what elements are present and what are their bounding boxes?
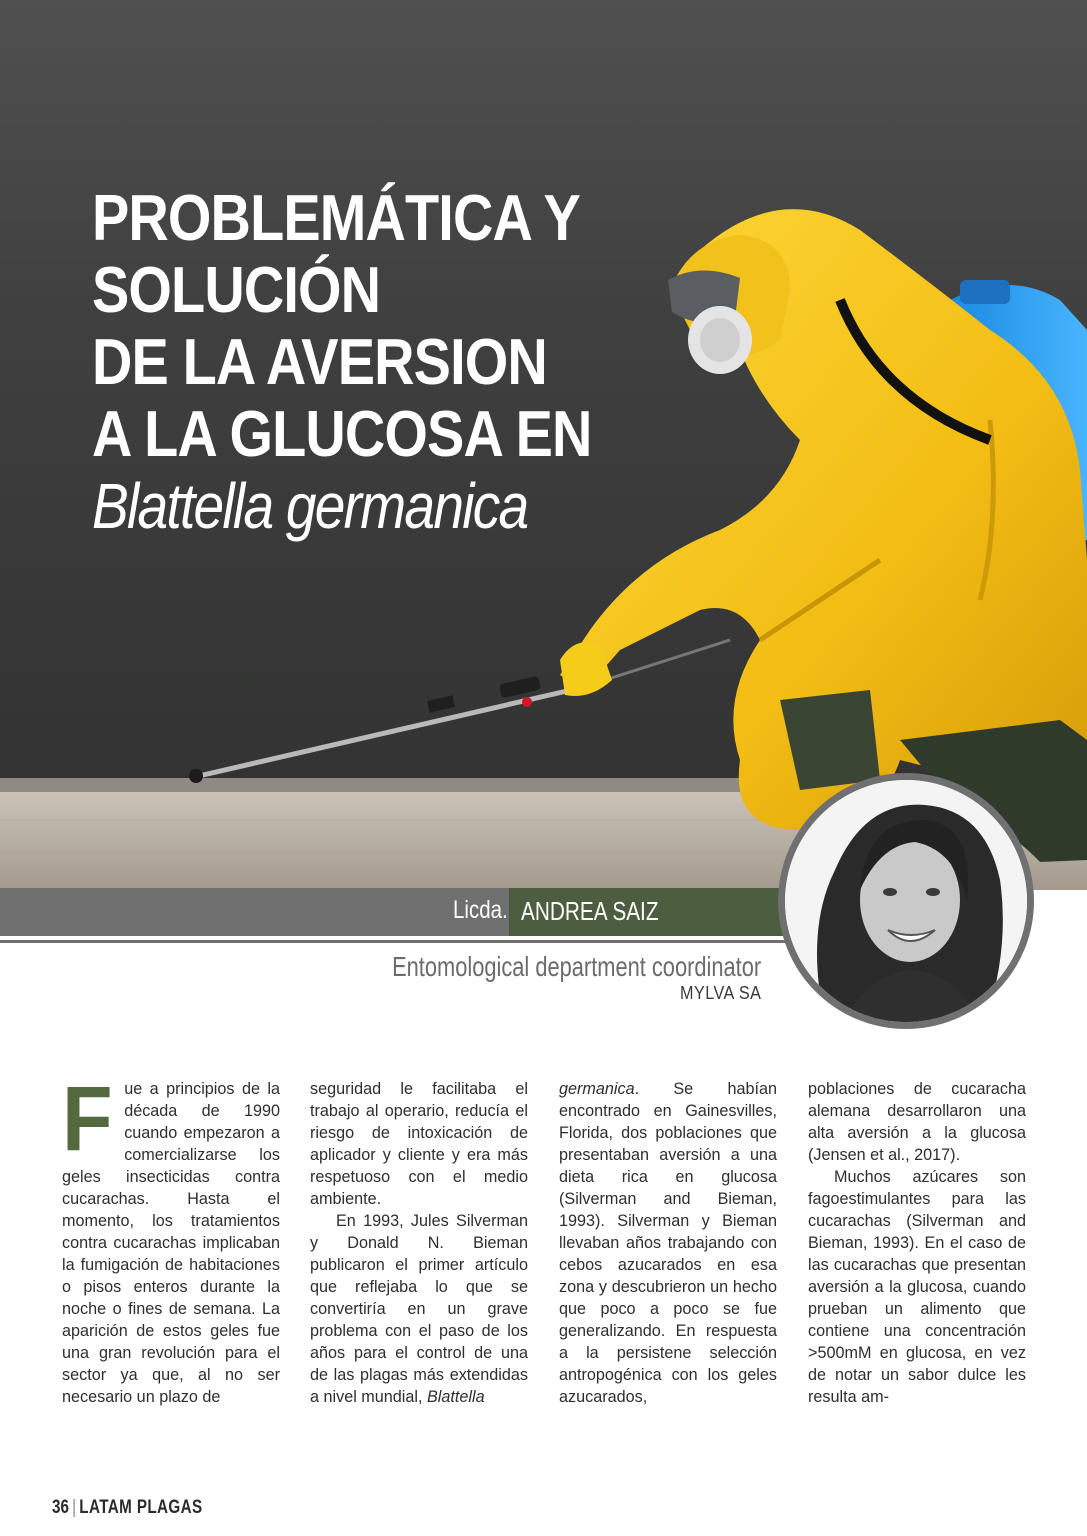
author-portrait: [778, 773, 1034, 1029]
author-name-box: [509, 888, 799, 936]
column-2-paragraph-1: seguridad le facilitaba el trabajo al operario, reducía el riesgo de intoxicación de aplicador y cliente y era más respetuoso con el medio ambiente.: [310, 1080, 528, 1208]
divider: [0, 940, 800, 943]
author-role: Entomological department coordinator: [391, 951, 761, 982]
page-footer: [52, 1497, 203, 1519]
author-name: ANDREA SAIZ: [521, 896, 659, 926]
title-species: Blattella germanica: [92, 470, 528, 542]
page-number: 36: [52, 1497, 69, 1518]
title-line-4: A LA GLUCOSA EN: [92, 397, 592, 470]
title-line-1: PROBLEMÁTICA Y: [92, 181, 580, 254]
article-body: [62, 1078, 1027, 1418]
author-prefix: Licda.: [453, 896, 508, 924]
column-2: [310, 1078, 528, 1413]
column-4-paragraph-2: Muchos azúcares son fagoestimulantes para las cucarachas (Silverman and Bieman, 1993). En el caso de las cucarachas que presentan aversión a la glucosa, cuando prueban un alimento que contiene una concentración >500mM en glucosa, en vez de notar un sabor dulce les resulta am-: [808, 1168, 1026, 1406]
title-line-2: SOLUCIÓN: [92, 253, 381, 326]
author-photo-icon: [785, 780, 1027, 1022]
column-1-text: ue a principios de la década de 1990 cuando empezaron a comercializarse los geles insecticidas contra cucarachas. Hasta el momento, los tratamientos contra cucarachas implicaban la fumigación de habitaciones o pisos enteros durante la noche o fines de semana. La aparición de estos geles fue una gran revolución para el sector ya que, al no ser necesario un plazo de: [62, 1080, 280, 1406]
author-organization: MYLVA SA: [679, 983, 761, 1003]
column-2-paragraph-2: [310, 1210, 528, 1408]
article-title: [92, 181, 592, 542]
column-4-paragraph-1: poblaciones de cucaracha alemana desarrollaron una alta aversión a la glucosa (Jensen et al., 2017).: [808, 1080, 1026, 1164]
column-3-text: . Se habían encontrado en Gainesvilles, Florida, dos poblaciones que presentaban aversión a una dieta rica en glucosa (Silverman and Bieman, 1993). Silverman y Bieman llevaban años trabajando con cebos azucarados en esa zona y descubrieron un hecho que poco a poco se fue generalizando. En respuesta a la persistene selección antropogénica con los geles azucarados,: [559, 1080, 777, 1406]
column-1: [62, 1078, 280, 1413]
magazine-name: LATAM PLAGAS: [79, 1497, 203, 1518]
column-2-paragraph-2-text: En 1993, Jules Silverman y Donald N. Bieman publicaron el primer artículo que reflejaba lo que se convertiría en un grave problema con el paso de los años para el control de una de las plagas más extendidas a nivel mundial,: [310, 1212, 528, 1406]
species-genus: Blattella: [426, 1388, 485, 1406]
column-4: [808, 1078, 1026, 1413]
column-3: [559, 1078, 777, 1413]
species-epithet: germanica: [559, 1080, 635, 1098]
drop-cap: F: [62, 1078, 113, 1170]
footer-separator: |: [72, 1497, 77, 1518]
title-line-3: DE LA AVERSION: [92, 325, 547, 398]
